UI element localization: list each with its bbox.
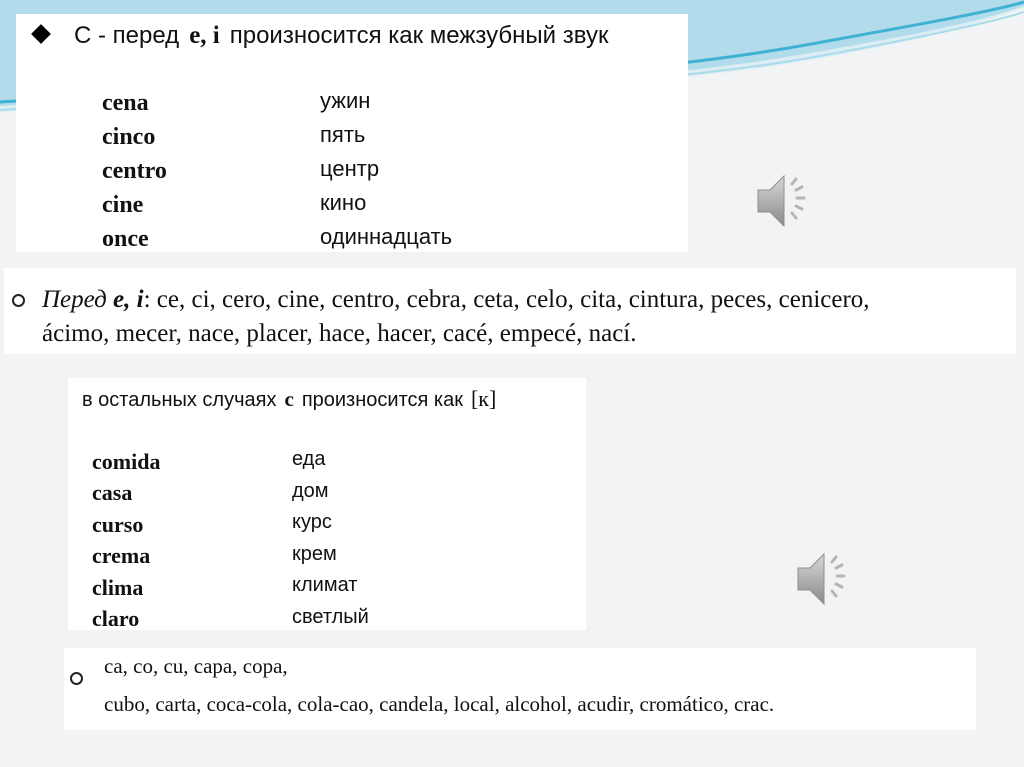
vocab-list-es <box>92 446 160 635</box>
vocab-word: casa <box>92 480 133 506</box>
hard-c-examples-line-1: ca, co, cu, capa, copa, <box>104 654 288 678</box>
vocab-word: centro <box>102 157 167 184</box>
vocab-translation: светлый <box>292 605 369 628</box>
circle-bullet-icon <box>70 672 83 685</box>
vocab-word: comida <box>92 448 161 474</box>
vocab-translation: центр <box>320 156 380 181</box>
vocab-word: cinco <box>102 123 156 150</box>
vocab-word: clima <box>92 574 144 600</box>
vocab-translation: еда <box>292 448 326 471</box>
circle-bullet-icon <box>12 294 25 307</box>
vocab-word: claro <box>92 606 140 632</box>
vocab-word: once <box>102 225 149 252</box>
soft-c-examples-panel <box>4 268 1016 354</box>
rule-description: произносится как межзубный звук <box>229 22 609 49</box>
speaker-icon[interactable] <box>792 544 862 614</box>
vocab-translation: дом <box>292 479 329 502</box>
vocab-translation: климат <box>292 574 358 597</box>
hard-c-examples-panel <box>64 648 976 730</box>
soft-c-rule-heading <box>28 22 608 50</box>
vocab-translation: ужин <box>320 88 371 113</box>
soft-c-rule-panel <box>16 14 688 252</box>
rule-vowels: e, i <box>189 22 220 49</box>
vocab-word: cena <box>102 89 149 116</box>
vocab-list-ru <box>292 444 369 633</box>
vocab-list-ru <box>320 84 452 254</box>
vocab-word: crema <box>92 543 151 569</box>
vocab-translation: пять <box>320 122 366 147</box>
hard-c-examples-line-2: cubo, carta, coca-cola, cola-cao, candela, local, alcohol, acudir, cromático, crac. <box>104 692 775 716</box>
vocab-translation: курс <box>292 511 332 534</box>
hard-c-rule-heading: в остальных случаях c произносится как [к] <box>82 386 497 411</box>
vocab-translation: крем <box>292 542 337 565</box>
vocab-word: cine <box>102 191 144 218</box>
rule-letter: С - перед <box>74 22 180 49</box>
hard-c-rule-panel <box>68 378 586 630</box>
vocab-translation: кино <box>320 190 367 215</box>
vocab-translation: одиннадцать <box>320 224 453 249</box>
soft-c-examples-line-2: ácimo, mecer, nace, placer, hace, hacer, cacé, empecé, nací. <box>42 320 637 347</box>
diamond-bullet-icon <box>31 24 51 44</box>
speaker-icon[interactable] <box>752 166 822 236</box>
vocab-word: curso <box>92 511 144 537</box>
soft-c-examples-line-1: Перед e, i: ce, ci, cero, cine, centro, cebra, ceta, celo, cita, cintura, peces, cenicero, <box>42 286 870 313</box>
vocab-list-es <box>102 86 167 256</box>
